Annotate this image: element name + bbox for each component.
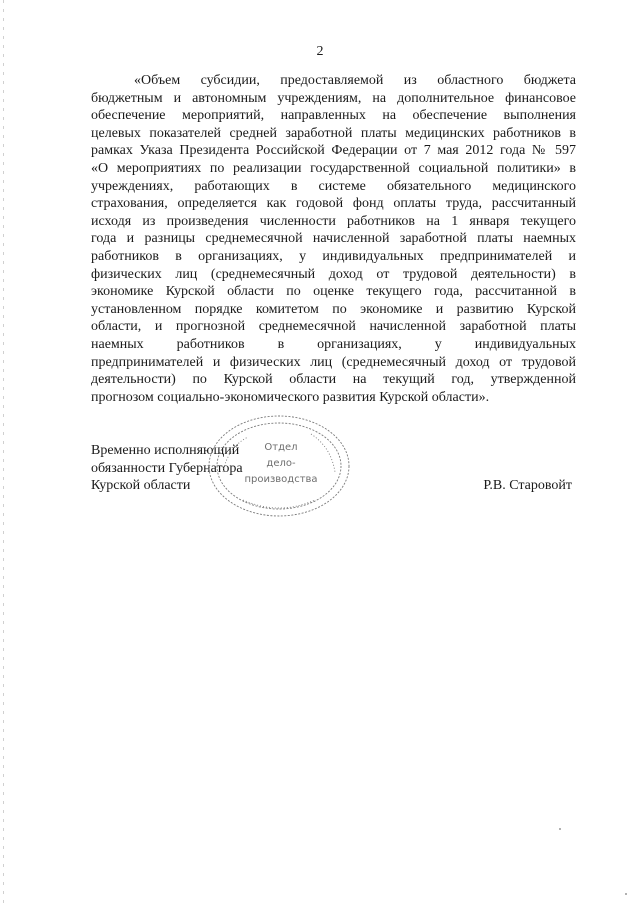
body-line: «Объем субсидии, предоставляемой из областного бюджета <box>134 73 576 88</box>
body-line: наемных работников в организациях, у индивидуальных <box>91 336 576 352</box>
body-line: бюджетным и автономным учреждениям, на дополнительное финансовое <box>91 90 576 106</box>
signature-position-line: обязанности Губернатора <box>91 460 243 476</box>
stamp-line: дело- <box>266 458 296 469</box>
body-line: целевых показателей средней заработной платы медицинских работников в <box>91 125 576 141</box>
body-line: «О мероприятиях по реализации государственной социальной политики» в <box>91 160 576 176</box>
signature-position-line: Курской области <box>91 478 191 494</box>
scan-speck <box>559 828 561 830</box>
stamp-line: Отдел <box>264 442 298 453</box>
signature-position-line: Временно исполняющий <box>91 443 240 458</box>
body-line: исходя из произведения численности работников на 1 января текущего <box>91 213 576 229</box>
body-line: года и разницы среднемесячной начисленной заработной платы наемных <box>91 231 576 247</box>
body-paragraph <box>91 72 576 406</box>
signer-name: Р.В. Старовойт <box>483 478 572 493</box>
scan-speck <box>625 893 627 895</box>
body-line: физических лиц (среднемесячный доход от трудовой деятельности) в <box>91 266 576 282</box>
body-line: установленном порядке комитетом по экономике и развитию Курской <box>91 301 576 317</box>
body-line: страхования, определяется как годовой фонд оплаты труда, рассчитанный <box>91 196 576 212</box>
stamp-line: производства <box>244 474 318 485</box>
body-line: экономике Курской области по оценке текущего года, рассчитанной в <box>91 284 576 300</box>
body-line: работников в организациях, у индивидуальных предпринимателей и <box>91 248 576 264</box>
body-line: области, и прогнозной среднемесячной начисленной заработной платы <box>91 319 576 335</box>
body-line: деятельности) по Курской области на текущий год, утвержденной <box>91 372 576 388</box>
body-line: учреждениях, работающих в системе обязательного медицинского <box>91 178 576 194</box>
page-number: 2 <box>316 44 324 59</box>
body-line: обеспечение мероприятий, направленных на обеспечение выполнения <box>91 108 576 124</box>
department-stamp <box>203 412 353 520</box>
body-line: прогнозом социально-экономического развития Курской области». <box>91 389 490 405</box>
body-line: предпринимателей и физических лиц (среднемесячный доход от трудовой <box>91 354 576 370</box>
scan-edge-artifact <box>3 0 4 905</box>
body-line: рамках Указа Президента Российской Федерации от 7 мая 2012 года № 597 <box>91 143 576 159</box>
